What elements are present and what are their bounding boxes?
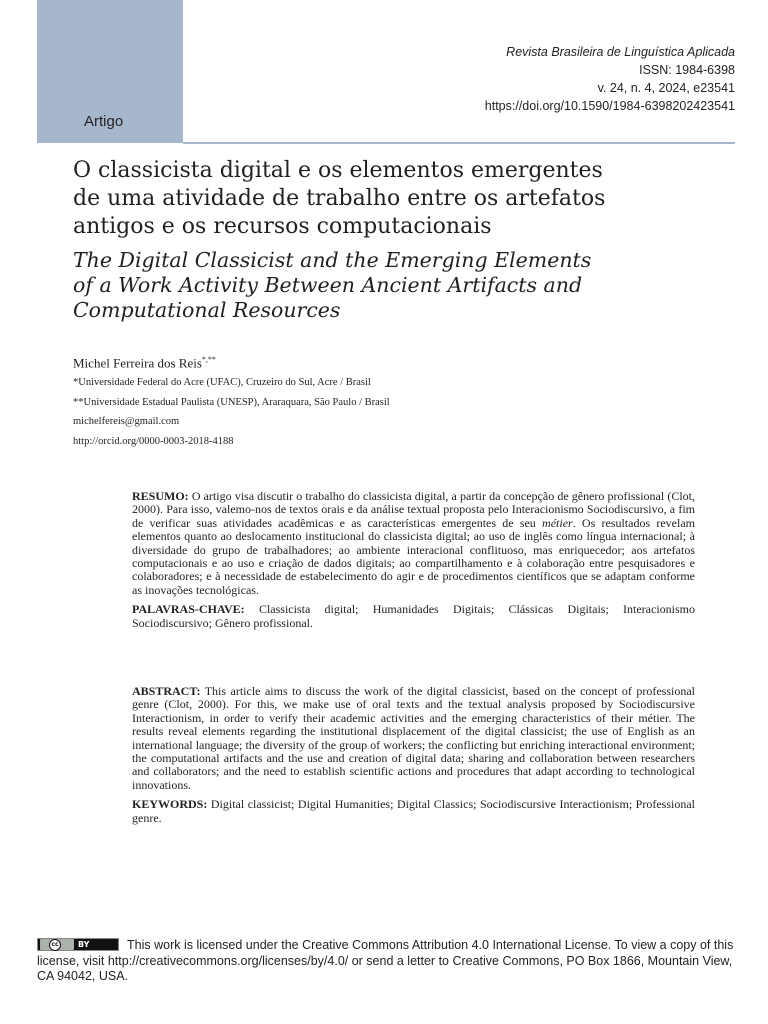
license-notice (37, 938, 737, 985)
resumo-text-2: . Os resultados revelam elementos quanto ao deslocamento institucional do classicista digital; ao uso de inglês como língua internacional; à diversidade do grupo de trabalhadores; ao ambiente interacional conflituoso, mas enriquecedor; aos artefatos computacionais e ao uso e criação de dados digitais; ao compartilhamento e à colaboração entre pesquisadores e colaboradores; e à necessidade de estabelecimento do agir e de procedimentos científicos que se adaptam conforme as inovações tecnológicas. (132, 515, 696, 597)
header-rule (183, 142, 735, 144)
title-en-line: of a Work Activity Between Ancient Artifacts and (73, 273, 583, 297)
resumo-paragraph (132, 490, 695, 597)
cc-by-badge-icon[interactable] (37, 938, 119, 951)
author-orcid[interactable]: http://orcid.org/0000-0003-2018-4188 (73, 435, 234, 447)
license-text: This work is licensed under the Creative Commons Attribution 4.0 International License. To view a copy of this license, visit http://creativecommons.org/licenses/by/4.0/ or send a letter to Creative Commons, PO Box 1866, Mountain View, CA 94042, USA. (37, 938, 734, 983)
abstract-paragraph (132, 685, 695, 792)
abstract-section (132, 685, 695, 825)
journal-volume: v. 24, n. 4, 2024, e23541 (597, 81, 735, 95)
section-banner (37, 0, 183, 143)
resumo-section (132, 490, 695, 630)
cc-logo-icon: cc (49, 939, 61, 951)
journal-info (485, 43, 735, 115)
title-english (73, 248, 713, 323)
author-block (73, 350, 673, 451)
author-name-text: Michel Ferreira dos Reis (73, 355, 202, 371)
abstract-text: This article aims to discuss the work of the digital classicist, based on the concept of professional genre (Clot, 2000). For this, we make use of oral texts and the textual analysis proposed by Sociodiscursive Interactionism, in order to verify their academic activities and the emerging characteristics of their métier. The results reveal elements regarding the institutional displacement of the digital classicist; the use of English as an international language; the diversity of the group of workers; the conflicting but enriching interactional environment; the computational artifacts and the use and creation of digital data; sharing and collaboration between researchers and collaborators; and the need to establish scientific actions and procedures that adapt according to technological innovations. (132, 684, 695, 792)
section-label: Artigo (84, 113, 124, 130)
journal-doi[interactable]: https://doi.org/10.1590/1984-6398202423541 (484, 99, 735, 113)
title-pt-line: de uma atividade de trabalho entre os artefatos (73, 186, 606, 211)
affiliation-1: *Universidade Federal do Acre (UFAC), Cruzeiro do Sul, Acre / Brasil (73, 377, 371, 389)
abstract-label: ABSTRACT: (132, 684, 201, 698)
resumo-label: RESUMO: (132, 489, 189, 503)
title-pt-line: antigos e os recursos computacionais (73, 214, 492, 239)
journal-issn: ISSN: 1984-6398 (639, 63, 735, 77)
title-en-line: Computational Resources (73, 298, 341, 322)
palavras-chave (132, 603, 695, 630)
palavras-chave-text: Classicista digital; Humanidades Digitais; Clássicas Digitais; Interacionismo Sociodiscursivo; Gênero profissional. (132, 602, 696, 630)
title-pt-line: O classicista digital e os elementos emergentes (73, 158, 603, 183)
keywords-label: KEYWORDS: (132, 797, 208, 812)
palavras-chave-label: PALAVRAS-CHAVE: (132, 602, 245, 617)
keywords (132, 798, 695, 825)
title-portuguese (73, 157, 713, 241)
title-en-line: The Digital Classicist and the Emerging Elements (73, 248, 592, 272)
author-marks: *,** (201, 355, 216, 364)
journal-name: Revista Brasileira de Linguística Aplicada (506, 45, 735, 59)
resumo-text: O artigo visa discutir o trabalho do classicista digital, a partir da concepção de gênero profissional (Clot, 2000). Para isso, valemo-nos de textos orais e da análise textual proposta pelo Interacionismo Sociodiscursivo, a fim de verificar suas atividades acadêmicas e as características emergentes de seu (132, 489, 696, 530)
resumo-italic: métier (542, 515, 573, 530)
author-email[interactable]: michelfereis@gmail.com (73, 416, 180, 428)
by-label: BY (78, 940, 90, 949)
keywords-text: Digital classicist; Digital Humanities; Digital Classics; Sociodiscursive Interactionism; Professional genre. (132, 797, 695, 825)
affiliation-2: **Universidade Estadual Paulista (UNESP), Araraquara, São Paulo / Brasil (73, 396, 390, 408)
author-name (73, 350, 673, 373)
